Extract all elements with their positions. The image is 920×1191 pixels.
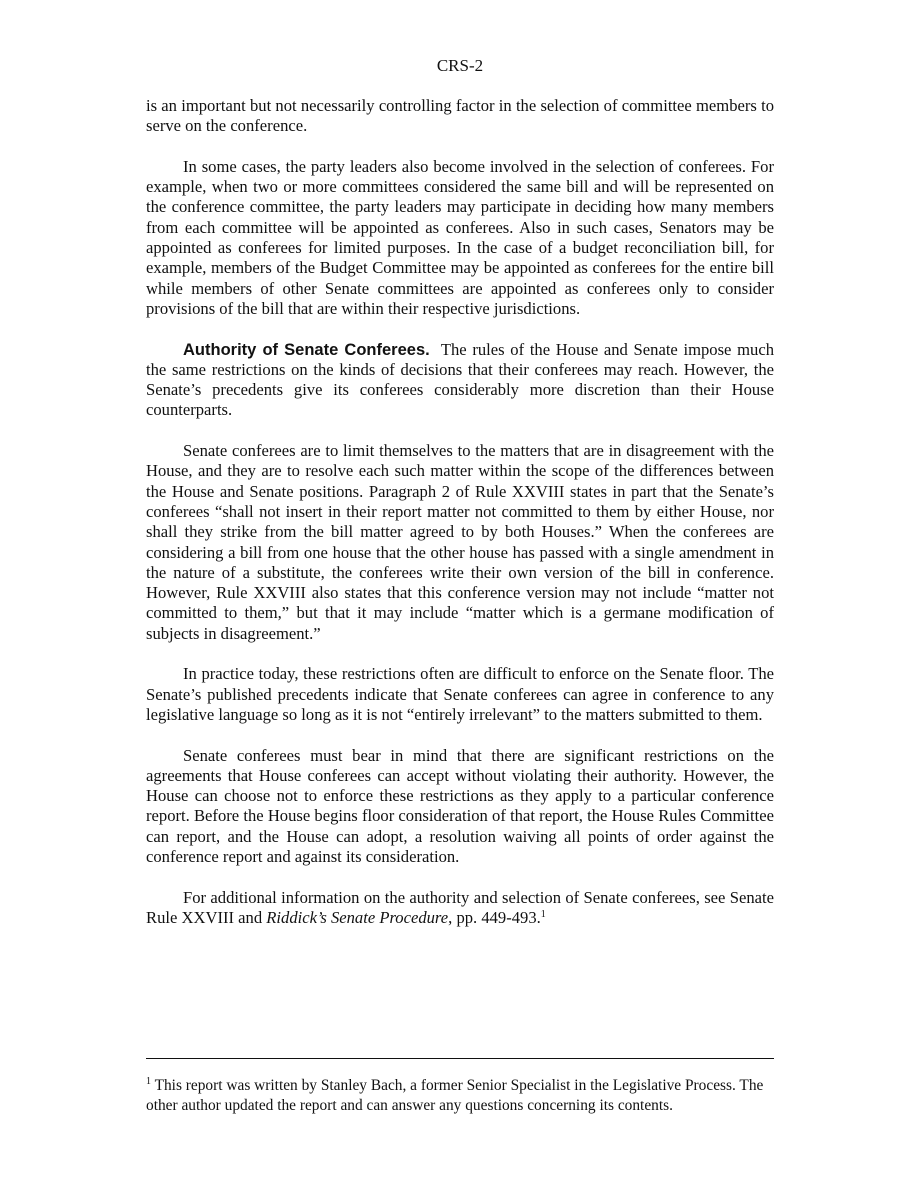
paragraph-rule-xxviii: Senate conferees are to limit themselves to the matters that are in disagreement with the House, and they are to resolve each such matter within the scope of the differences between the House and Senate positions. Paragraph 2 of Rule XXVIII states in part that the Senate’s conferees “shall not insert in their report matter not committed to them by either House, nor shall they strike from the bill matter agreed to by both Houses.” When the conferees are considering a bill from one house that the other house has passed with a single amendment in the nature of a substitute, the conferees write their own version of the bill in conference. However, Rule XXVIII also states that this conference version may not include “matter not committed to them,” but that it may include “matter which is a germane modification of subjects in disagreement.” xyxy=(146,441,774,643)
footnote-marker: 1 xyxy=(146,1076,151,1087)
page-header: CRS-2 xyxy=(436,56,484,75)
paragraph-continuation: is an important but not necessarily controlling factor in the selection of committee members to serve on the conference. xyxy=(146,96,774,136)
footnote-divider xyxy=(146,1058,774,1059)
paragraph-authority-text: The rules of the House and Senate impose much the same restrictions on the kinds of decisions that their conferees may reach. However, the Senate’s precedents give its conferees considerably more discretion than their House counterparts. xyxy=(146,339,774,420)
footnote-text: This report was written by Stanley Bach, a former Senior Specialist in the Legislative Process. The other author updated the report and can answer any questions concerning its contents. xyxy=(146,1077,764,1114)
riddicks-reference: Riddick’s Senate Procedure xyxy=(266,907,449,927)
footnote xyxy=(146,1076,774,1115)
paragraph-authority xyxy=(146,340,774,421)
page-range: , pp. 449-493. xyxy=(448,907,541,927)
paragraph-in-practice: In practice today, these restrictions often are difficult to enforce on the Senate floor. The Senate’s published precedents indicate that Senate conferees can agree in conference to any legislative language so long as it is not “entirely irrelevant” to the matters submitted to them. xyxy=(146,664,774,724)
paragraph-party-leaders: In some cases, the party leaders also become involved in the selection of conferees. For example, when two or more committees considered the same bill and will be represented on the conference committee, the party leaders may participate in deciding how many members from each committee will be appointed as conferees. Also in such cases, Senators may be appointed as conferees for limited purposes. In the case of a budget reconciliation bill, for example, members of the Budget Committee may be appointed as conferees for the entire bill while members of other Senate committees are appointed as conferees only to consider provisions of the bill that are within their respective jurisdictions. xyxy=(146,156,774,318)
section-heading: Authority of Senate Conferees. xyxy=(183,340,430,359)
footnote-ref: 1 xyxy=(540,908,546,920)
additional-info-text: For additional information on the authority and selection of Senate conferees, see Senate Rule XXVIII and xyxy=(146,887,774,927)
paragraph-house-restrictions: Senate conferees must bear in mind that there are significant restrictions on the agreements that House conferees can accept without violating their authority. However, the House can choose not to enforce these restrictions as they apply to a particular conference report. Before the House begins floor consideration of that report, the House Rules Committee can report, and the House can adopt, a resolution waiving all points of order against the conference report and against its consideration. xyxy=(146,745,774,866)
body-text xyxy=(146,96,774,948)
paragraph-additional-info xyxy=(146,888,774,929)
